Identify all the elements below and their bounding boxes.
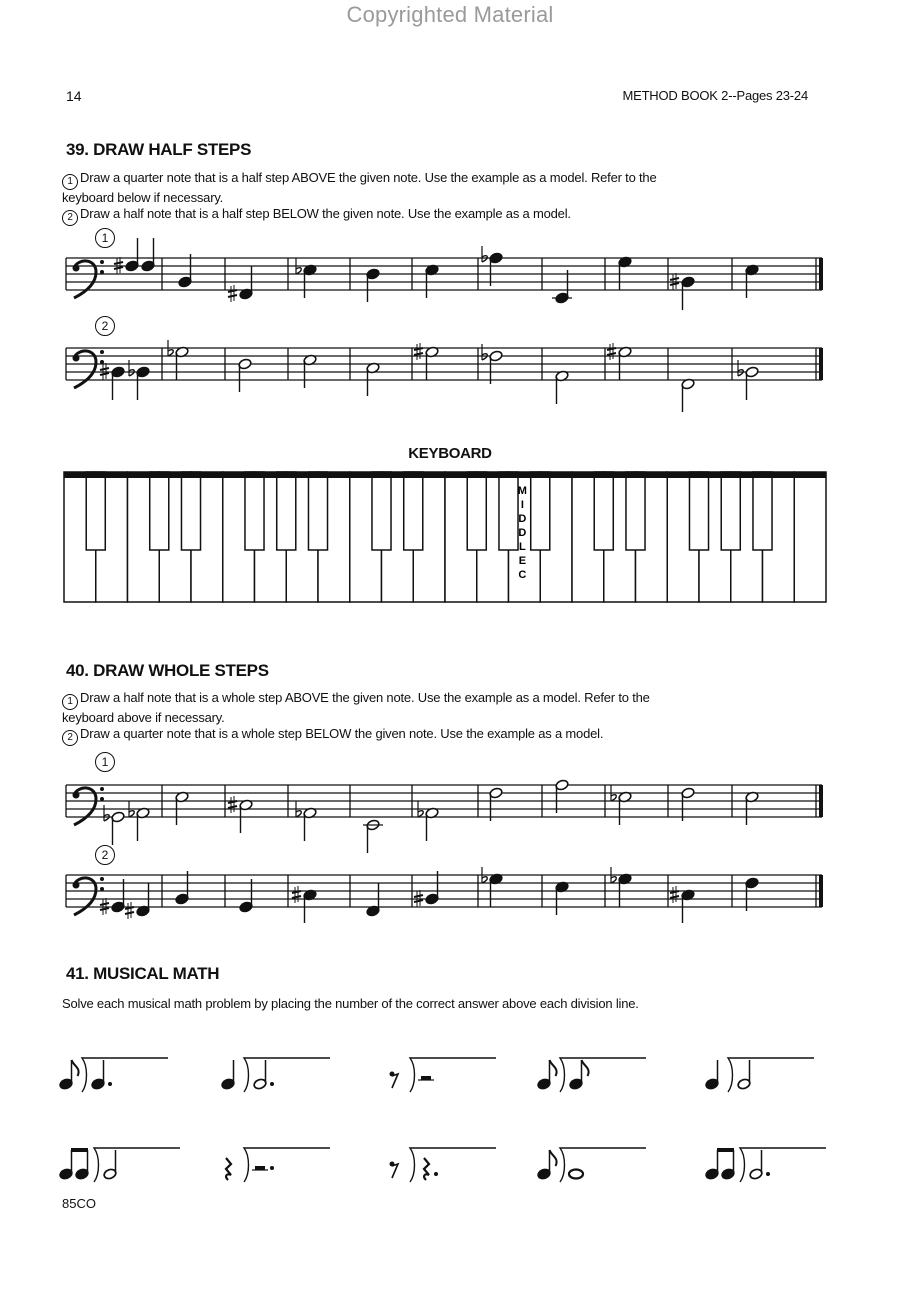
half-note [363,819,383,853]
staff [66,785,823,825]
white-key [794,472,826,602]
half-note [555,370,569,404]
quarter-note [141,238,155,272]
beamed-eighth-notes-icon [59,1148,89,1180]
eighth-rest-icon [390,1072,399,1089]
quarter-note [296,258,317,298]
half-note [611,785,632,825]
half-note [681,787,695,821]
half-note [681,378,695,412]
middle-c-letter: M [517,485,527,497]
flat-icon [482,246,487,262]
final-bar-thick [819,875,823,907]
quarter-note [114,238,139,274]
staff-label-1: 1 [95,752,115,772]
section-41-instruction: Solve each musical math problem by placing the number of the correct answer above each division line. [62,996,639,1011]
section-41-title: 41. MUSICAL MATH [66,964,220,983]
quarter-note [125,883,150,919]
eighth-note-icon [537,1150,557,1180]
black-key [86,472,105,550]
black-key [689,472,708,550]
staff-label-2: 2 [95,316,115,336]
eighth-note-icon [537,1060,557,1090]
half-note [745,791,759,825]
instruction-line: keyboard below if necessary. [62,190,224,205]
sharp-icon [414,343,423,360]
page-number: 14 [66,88,82,104]
quarter-note [611,867,632,907]
watermark: Copyrighted Material [346,2,554,27]
dotted-quarter-note-icon [91,1060,112,1090]
half-note [418,801,439,841]
dotted-half-note-icon [253,1060,274,1090]
quarter-note-icon [705,1060,719,1090]
math-problem [221,1058,330,1092]
quarter-note [618,256,632,290]
middle-c-letter: E [518,555,527,567]
instruction-line: Draw a half note that is a whole step ABOVE the given note. Use the example as a model. Refer to the [80,690,650,705]
quarter-note [175,871,189,905]
black-key [467,472,486,550]
circled-1: 1 [62,174,78,190]
instruction-line: Draw a quarter note that is a whole step BELOW the given note. Use the example as a model. [80,726,604,741]
quarter-note [482,867,503,907]
quarter-note [552,270,572,304]
math-problem [537,1148,646,1182]
dotted-half-rest-icon [252,1166,274,1170]
quarter-note [100,363,125,400]
quarter-note [366,883,380,917]
quarter-note [555,881,569,915]
eighth-rest-icon [390,1162,399,1179]
sharp-icon [125,902,134,919]
half-note [366,362,380,396]
quarter-note [178,254,192,288]
circled-1: 1 [62,694,78,710]
circled-2: 2 [62,730,78,746]
final-bar-thick [819,348,823,380]
division-bracket [410,1058,496,1092]
half-note [129,801,150,841]
division-bracket [410,1148,496,1182]
math-problem [59,1148,180,1182]
quarter-note [239,879,253,913]
dotted-half-note-icon [749,1150,770,1180]
black-key [372,472,391,550]
half-note [175,791,189,825]
middle-c-letter: D [518,513,527,525]
black-key [499,472,518,550]
math-problem [705,1058,814,1092]
staff-label-2: 2 [95,845,115,865]
middle-c-letter: I [520,499,524,511]
half-note [555,779,569,813]
instruction-line: keyboard above if necessary. [62,710,225,725]
quarter-note [366,268,380,302]
circled-2: 2 [62,210,78,226]
staff-label-1: 1 [95,228,115,248]
half-note [489,787,503,821]
half-note [104,805,125,845]
middle-c-letter: D [518,527,527,539]
half-note-icon [103,1150,117,1180]
instruction-line: Draw a half note that is a half step BELOW the given note. Use the example as a model. [80,206,571,221]
quarter-note [745,877,759,911]
math-problem [226,1148,330,1182]
black-key [531,472,550,550]
section-40-instructions [62,690,822,746]
quarter-note-icon [221,1060,235,1090]
sharp-icon [607,343,616,360]
quarter-note [425,264,439,298]
middle-c-letter: L [519,541,526,553]
math-problem [59,1058,168,1092]
black-key [721,472,740,550]
staff [66,258,823,298]
black-key [181,472,200,550]
math-problem [390,1058,497,1092]
black-key [626,472,645,550]
quarter-rest-icon [226,1158,231,1180]
eighth-note-icon [59,1060,79,1090]
dotted-quarter-rest-icon [424,1158,438,1180]
half-note [238,358,252,392]
final-bar-thick [819,258,823,290]
black-key [245,472,264,550]
sharp-icon [670,886,679,903]
middle-c-letter: C [518,569,527,581]
sharp-icon [292,886,301,903]
black-key [404,472,423,550]
keyboard-title: KEYBOARD [408,445,492,462]
sharp-icon [228,285,237,302]
whole-note-icon [569,1170,583,1179]
quarter-note [228,266,253,302]
beamed-eighth-notes-icon [705,1148,735,1180]
flat-icon [482,344,487,360]
quarter-note [670,273,695,310]
keyboard-diagram [64,472,826,608]
quarter-note [414,871,439,907]
math-problem [705,1148,826,1182]
half-note [303,354,317,388]
black-key [594,472,613,550]
half-note-icon [737,1060,751,1090]
sharp-icon [228,796,237,813]
black-key [150,472,169,550]
math-problem [537,1058,646,1092]
keyboard-top-bar [64,472,826,478]
math-problem [390,1148,497,1182]
black-key [308,472,327,550]
division-bracket [244,1148,330,1182]
flat-icon [129,360,134,376]
footer-code: 85CO [62,1196,96,1211]
black-key [277,472,296,550]
quarter-note [745,264,759,298]
flat-icon [104,805,109,821]
half-note [168,340,189,380]
flat-icon [738,360,743,376]
instruction-line: Draw a quarter note that is a half step ABOVE the given note. Use the example as a model. Refer to the [80,170,657,185]
half-rest-icon [418,1076,434,1080]
section-40-title: 40. DRAW WHOLE STEPS [66,661,269,680]
section-39-title: 39. DRAW HALF STEPS [66,140,252,159]
half-note [296,801,317,841]
eighth-note-icon [569,1060,589,1090]
black-key [753,472,772,550]
final-bar-thick [819,785,823,817]
running-title: METHOD BOOK 2--Pages 23-24 [622,88,808,103]
quarter-note [100,879,125,915]
